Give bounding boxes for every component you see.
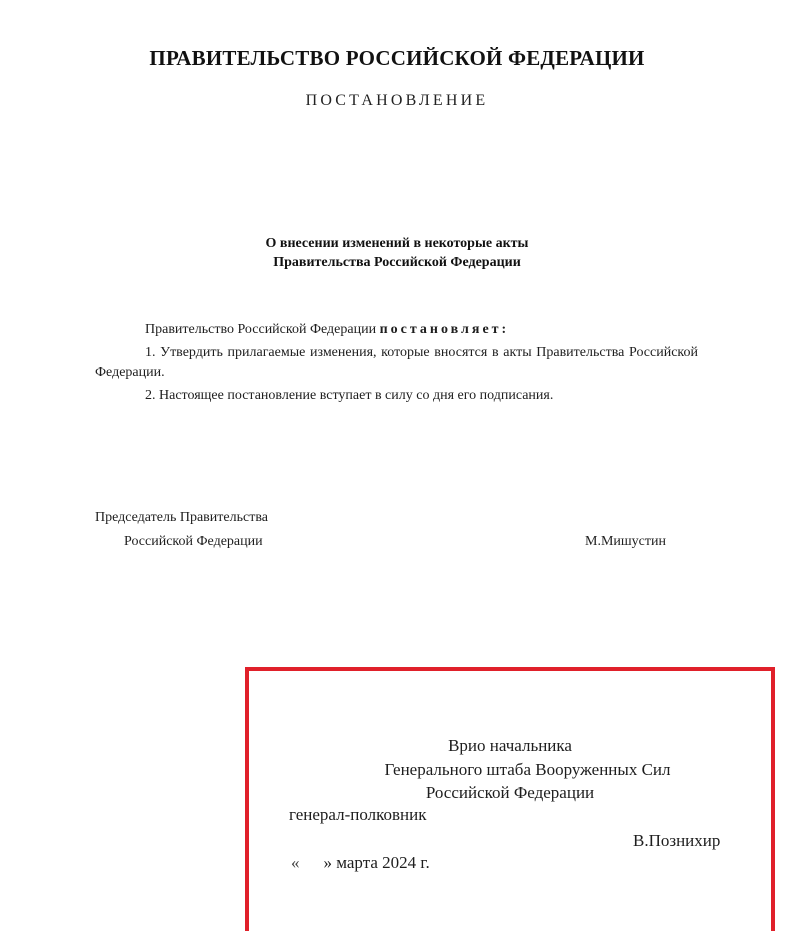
date-text: » марта 2024 г. <box>323 853 430 872</box>
approval-date <box>291 853 430 873</box>
date-open-quote: « <box>291 853 300 872</box>
approval-rank: генерал-полковник <box>289 805 427 824</box>
approval-position-line-3: Российской Федерации <box>425 783 595 802</box>
intro-prefix: Правительство Российской Федерации <box>145 322 380 337</box>
signatory-title-line-2: Российской Федерации <box>124 534 263 549</box>
intro-verb: постановляет: <box>379 322 510 337</box>
approval-position-line-2: Генерального штаба Вооруженных Сил <box>384 760 671 779</box>
decree-intro <box>145 320 509 340</box>
subject-line-2: Правительства Российской Федерации <box>273 255 521 270</box>
subject-line-1: О внесении изменений в некоторые акты <box>265 236 529 251</box>
approval-name: В.Позниxир <box>633 831 721 850</box>
approval-position-line-1: Врио начальника <box>448 736 572 755</box>
signatory-name: М.Мишустин <box>585 534 666 549</box>
decree-type-heading: ПОСТАНОВЛЕНИЕ <box>305 92 489 109</box>
decree-item-1: 1. Утвердить прилагаемые изменения, которые вносятся в акты Правительства Российской Федерации. <box>95 345 698 380</box>
issuer-heading: ПРАВИТЕЛЬСТВО РОССИЙСКОЙ ФЕДЕРАЦИИ <box>149 46 645 70</box>
signatory-title-line-1: Председатель Правительства <box>95 510 268 525</box>
decree-subject <box>0 234 794 272</box>
decree-item-2: 2. Настоящее постановление вступает в силу со дня его подписания. <box>145 388 554 403</box>
